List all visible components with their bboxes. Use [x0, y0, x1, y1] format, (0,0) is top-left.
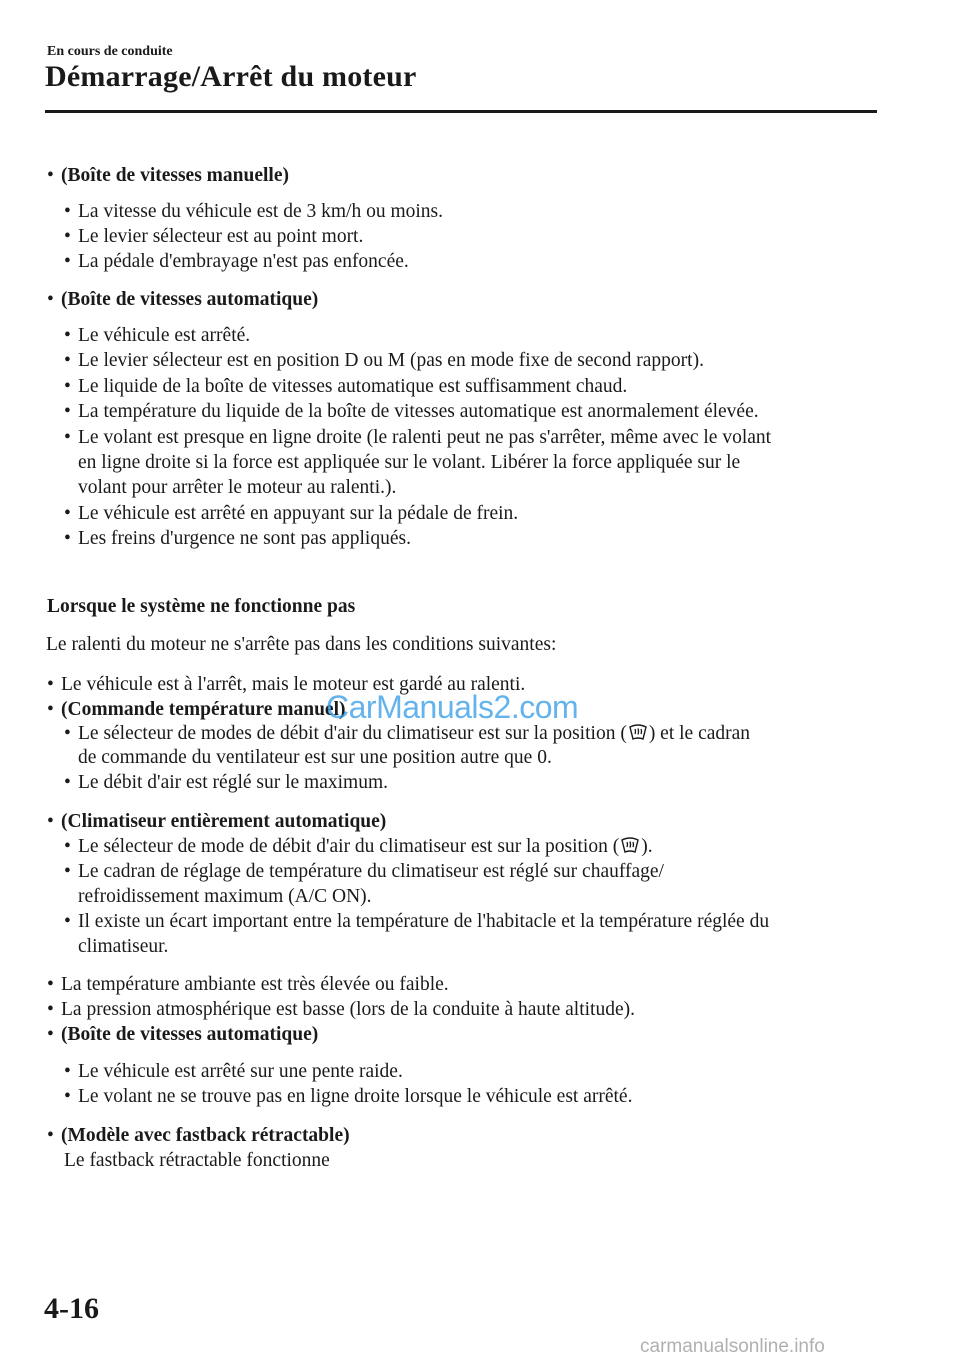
list-item: • Le véhicule est arrêté sur une pente raide. [64, 1061, 403, 1082]
section-label: En cours de conduite [47, 44, 173, 59]
list-item: • Il existe un écart important entre la température de l'habitacle et la température réglée du [64, 911, 770, 932]
list-item: • Le sélecteur de modes de débit d'air du climatiseur est sur la position ( ) et le cadran [64, 722, 750, 749]
bullet: • [64, 723, 71, 744]
bullet: • [64, 911, 71, 932]
list-item: • Le véhicule est arrêté en appuyant sur la pédale de frein. [64, 503, 519, 524]
auto-gearbox-heading: • (Boîte de vitesses automatique) [47, 289, 319, 310]
fastback-heading: • (Modèle avec fastback rétractable) [47, 1125, 350, 1146]
manual-gearbox-heading: • (Boîte de vitesses manuelle) [47, 165, 290, 186]
list-item-continuation: en ligne droite si la force est appliquée sur le volant. Libérer la force appliquée sur le [78, 452, 741, 473]
title-divider [45, 110, 877, 113]
list-item: • Le liquide de la boîte de vitesses automatique est suffisamment chaud. [64, 376, 628, 397]
page-number: 4-16 [44, 1292, 99, 1325]
bullet: • [64, 325, 71, 346]
bullet: • [47, 699, 54, 720]
list-item: • Le levier sélecteur est au point mort. [64, 226, 364, 247]
list-item: • Le volant ne se trouve pas en ligne droite lorsque le véhicule est arrêté. [64, 1086, 633, 1107]
bullet: • [47, 811, 54, 832]
bullet: • [64, 376, 71, 397]
bullet: • [47, 1125, 54, 1146]
list-item: • Le véhicule est arrêté. [64, 325, 251, 346]
bullet: • [64, 401, 71, 422]
windshield-defroster-icon [628, 722, 648, 749]
auto-climate-heading: • (Climatiseur entièrement automatique) [47, 811, 387, 832]
list-item: • Le sélecteur de mode de débit d'air du climatiseur est sur la position ( ). [64, 835, 653, 862]
list-item: • La pression atmosphérique est basse (lors de la conduite à haute altitude). [47, 999, 635, 1020]
bullet: • [64, 528, 71, 549]
manual-climate-heading: • (Commande température manuel) [47, 699, 346, 720]
list-item: • Le levier sélecteur est en position D ou M (pas en mode fixe de second rapport). [64, 350, 704, 371]
bullet: • [64, 1061, 71, 1082]
list-item: • La température ambiante est très élevée ou faible. [47, 974, 449, 995]
bullet: • [64, 861, 71, 882]
windshield-defroster-icon [620, 835, 640, 862]
auto-gearbox-heading-2: • (Boîte de vitesses automatique) [47, 1024, 319, 1045]
bullet: • [47, 1024, 54, 1045]
bullet: • [47, 999, 54, 1020]
footer-site-watermark: carmanualsonline.info [640, 1336, 825, 1357]
list-item-continuation: refroidissement maximum (A/C ON). [78, 886, 372, 907]
section-intro: Le ralenti du moteur ne s'arrête pas dans les conditions suivantes: [46, 634, 557, 655]
bullet: • [47, 165, 54, 186]
bullet: • [64, 226, 71, 247]
list-item-continuation: de commande du ventilateur est sur une position autre que 0. [78, 747, 552, 768]
bullet: • [64, 201, 71, 222]
list-item: • La pédale d'embrayage n'est pas enfoncée. [64, 251, 409, 272]
section-heading: Lorsque le système ne fonctionne pas [47, 596, 356, 617]
list-item: • Le débit d'air est réglé sur le maximum. [64, 772, 389, 793]
list-item-continuation: climatiseur. [78, 936, 169, 957]
list-item: • Les freins d'urgence ne sont pas appliqués. [64, 528, 411, 549]
bullet: • [64, 427, 71, 448]
bullet: • [47, 974, 54, 995]
list-item: • Le cadran de réglage de température du climatiseur est réglé sur chauffage/ [64, 861, 664, 882]
list-item-continuation: volant pour arrêter le moteur au ralenti.). [78, 477, 397, 498]
list-item: • La température du liquide de la boîte de vitesses automatique est anormalement élevée. [64, 401, 759, 422]
list-item: • Le volant est presque en ligne droite (le ralenti peut ne pas s'arrêter, même avec le volant [64, 427, 772, 448]
watermark: CarManuals2.com [326, 689, 579, 725]
bullet: • [64, 503, 71, 524]
bullet: • [64, 836, 71, 857]
list-item: • Le véhicule est à l'arrêt, mais le moteur est gardé au ralenti. [47, 674, 526, 695]
bullet: • [64, 1086, 71, 1107]
fastback-text: Le fastback rétractable fonctionne [64, 1150, 330, 1171]
page-title: Démarrage/Arrêt du moteur [45, 60, 417, 93]
bullet: • [64, 251, 71, 272]
list-item: • La vitesse du véhicule est de 3 km/h ou moins. [64, 201, 444, 222]
bullet: • [47, 289, 54, 310]
bullet: • [64, 350, 71, 371]
bullet: • [47, 674, 54, 695]
bullet: • [64, 772, 71, 793]
